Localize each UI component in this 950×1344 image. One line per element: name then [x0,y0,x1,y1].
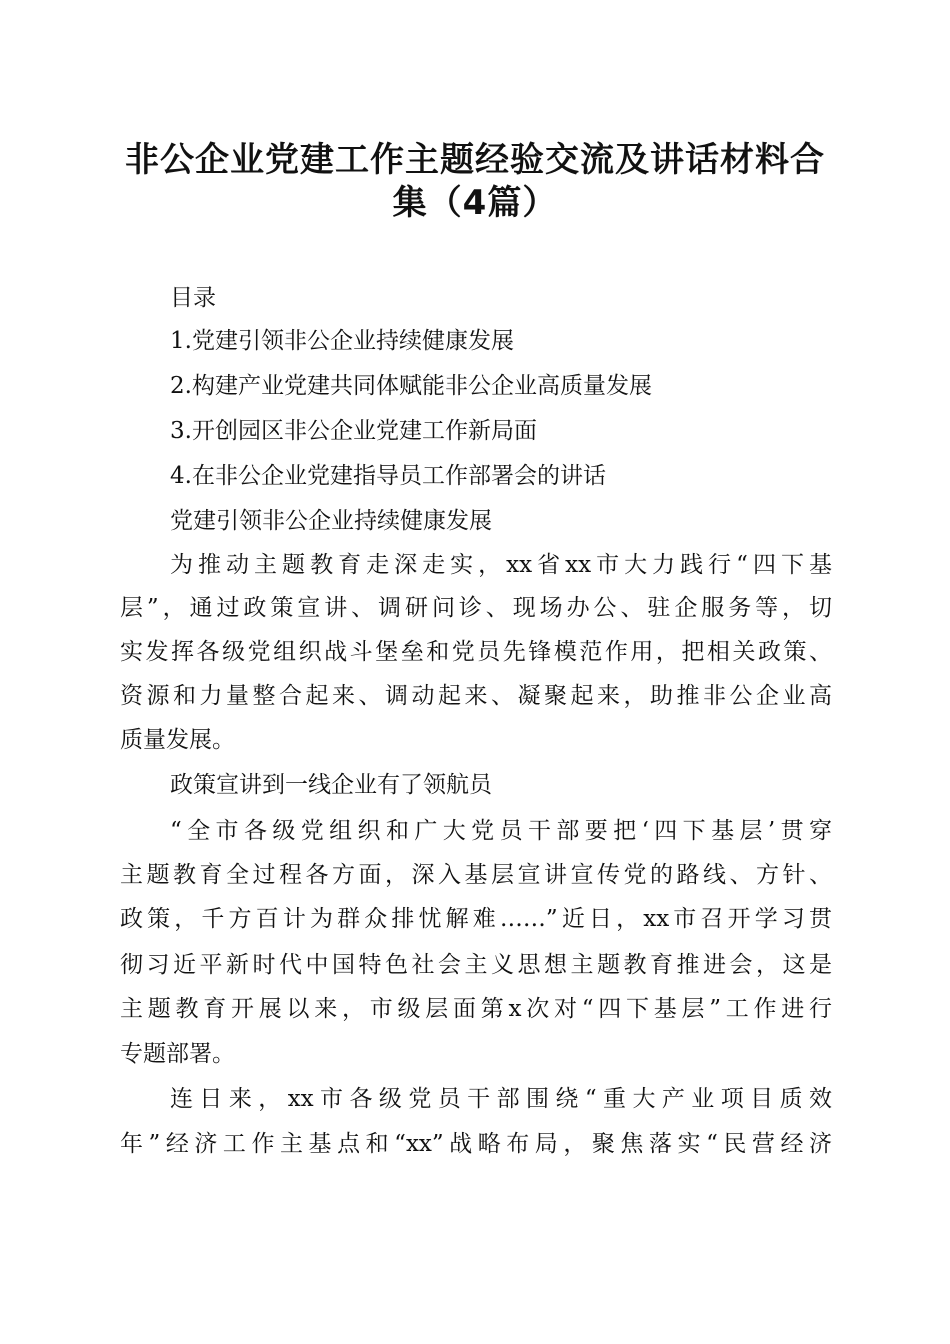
paragraph-line: 政策，千方百计为群众排忧解难……”近日，xx市召开学习贯 [120,906,832,932]
paragraph-line: 连日来，xx市各级党员干部围绕“重大产业项目质效 [170,1086,832,1112]
section-title: 党建引领非公企业持续健康发展 [170,508,492,534]
paragraph-line: 实发挥各级党组织战斗堡垒和党员先锋模范作用，把相关政策、 [120,639,832,665]
paragraph-line: 专题部署。 [120,1041,235,1067]
paragraph-line: 资源和力量整合起来、调动起来、凝聚起来，助推非公企业高 [120,683,832,709]
paragraph-line: “全市各级党组织和广大党员干部要把‘四下基层’贯穿 [170,818,832,844]
paragraph-line: 质量发展。 [120,727,235,753]
paragraph-line: 年”经济工作主基点和“xx”战略布局，聚焦落实“民营经济 [120,1131,832,1157]
paragraph-line: 为推动主题教育走深走实，xx省xx市大力践行“四下基 [170,552,832,578]
toc-item-1: 1.党建引领非公企业持续健康发展 [170,328,514,354]
toc-item-3: 3.开创园区非公企业党建工作新局面 [170,418,537,444]
document-title-line-1: 非公企业党建工作主题经验交流及讲话材料合 [125,140,825,180]
paragraph-line: 层”，通过政策宣讲、调研问诊、现场办公、驻企服务等，切 [120,595,832,621]
document-title-line-2: 集（4篇） [392,183,558,223]
toc-item-2: 2.构建产业党建共同体赋能非公企业高质量发展 [170,373,652,399]
toc-heading: 目录 [170,285,216,311]
paragraph-line: 主题教育全过程各方面，深入基层宣讲宣传党的路线、方针、 [120,862,832,888]
paragraph-line: 主题教育开展以来，市级层面第x次对“四下基层”工作进行 [120,996,832,1022]
paragraph-line: 彻习近平新时代中国特色社会主义思想主题教育推进会，这是 [120,952,832,978]
subheading: 政策宣讲到一线企业有了领航员 [170,772,492,798]
toc-item-4: 4.在非公企业党建指导员工作部署会的讲话 [170,463,606,489]
